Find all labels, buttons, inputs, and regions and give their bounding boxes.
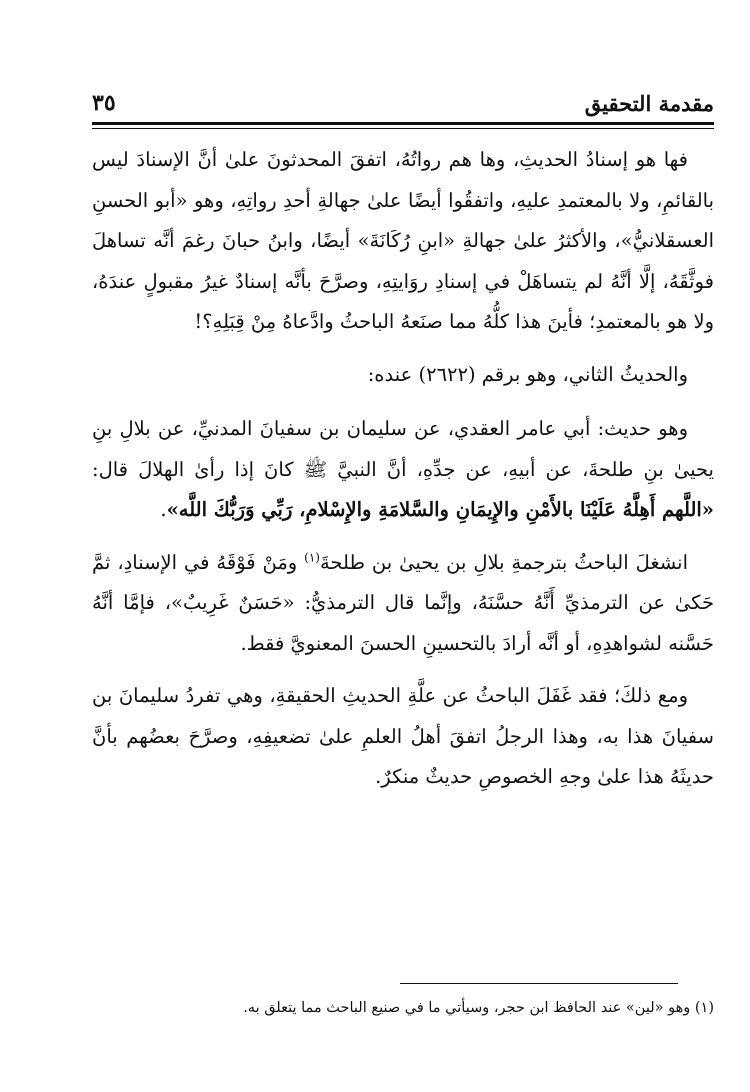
running-title: مقدمة التحقيق: [584, 91, 714, 116]
header-rule-thin: [92, 128, 714, 129]
paragraph-5: ومع ذلكَ؛ فقد غَفَلَ الباحثُ عن علَّةِ الحديثِ الحقيقةِ، وهي تفردُ سليمانَ بن سفيانَ هذا به، وهذا الرجلُ اتفقَ أهلُ العلمِ علىٰ تضعيفِهِ، وصرَّحَ بعضُهم بأنَّ حديثَهُ هذا علىٰ وجهِ الخصوصِ حديثٌ منكرٌ.: [92, 684, 714, 788]
page-header: [92, 84, 714, 116]
header-rule-thick: [92, 122, 714, 125]
footnote-reference: (١): [304, 550, 320, 564]
paragraph-4: [92, 543, 714, 665]
footnote: (١) وهو «لين» عند الحافظ ابن حجر، وسيأتي ما في صنيع الباحث مما يتعلق به.: [243, 1000, 714, 1016]
paragraph-3-text: وهو حديث: أبي عامر العقدي، عن سليمان بن سفيانَ المدنيِّ، عن بلالِ بنِ يحيىٰ بنِ طلحةَ، عن أبيهِ، عن جدِّهِ، أنَّ النبيَّ ﷺ كانَ إذا رأىٰ الهلالَ قال:: [92, 417, 714, 481]
page-number: ٣٥: [92, 90, 116, 116]
paragraph-4-text: انشغلَ الباحثُ بترجمةِ بلالِ بن يحيىٰ بن طلحةَ: [319, 550, 688, 574]
paragraph-3: [92, 409, 714, 531]
paragraph-3-end: .: [160, 498, 167, 521]
footnote-separator: [400, 983, 678, 984]
paragraph-1: فها هو إسنادُ الحديثِ، وها هم رواتُهُ، اتفقَ المحدثونَ علىٰ أنَّ الإسنادَ ليس بالقائمِ، ولا بالمعتمدِ عليهِ، واتفقُوا أيضًا علىٰ جهالةِ أحدِ رواتِهِ، وهو «أبو الحسنِ العسقلانيُّ»، والأكثرُ علىٰ جهالةِ «ابنِ رُكَانَةَ» أيضًا، وابنُ حبانَ رغمَ أنَّه تساهلَ فوثَّقَهُ، إلَّا أنَّهُ لم يتساهَلْ في إسنادِ روَايتِهِ، وصرَّحَ بأنَّه إسنادٌ غيرُ مقبولٍ عندَهُ، ولا هو بالمعتمدِ؛ فأينَ هذا كلُّهُ مما صنَعهُ الباحثُ وادَّعاهُ مِنْ قِبَلِهِ؟!: [92, 148, 714, 333]
paragraph-2: والحديثُ الثاني، وهو برقم (٢٦٢٢) عنده:: [367, 362, 688, 386]
paragraph-4-rest: ومَنْ فَوْقَهُ في الإسنادِ، ثمَّ حَكىٰ عن الترمذيِّ أَنَّهُ حسَّنَهُ، وإنَّما قال الترمذيُّ: «حَسَنٌ غَرِيبٌ»، فإمَّا أنَّهُ حَسَّنه لشواهدِهِ، أو أنَّه أرادَ بالتحسينِ الحسنَ المعنويَّ فقط.: [92, 550, 714, 655]
main-text: [92, 140, 714, 810]
supplication-quote: «اللَّهم أَهِلَّهُ عَلَيْنَا بالأَمْنِ والإِيمَانِ والسَّلامَةِ والإِسْلامِ، رَبِّي وَرَبُّكَ اللَّه»: [166, 498, 714, 521]
